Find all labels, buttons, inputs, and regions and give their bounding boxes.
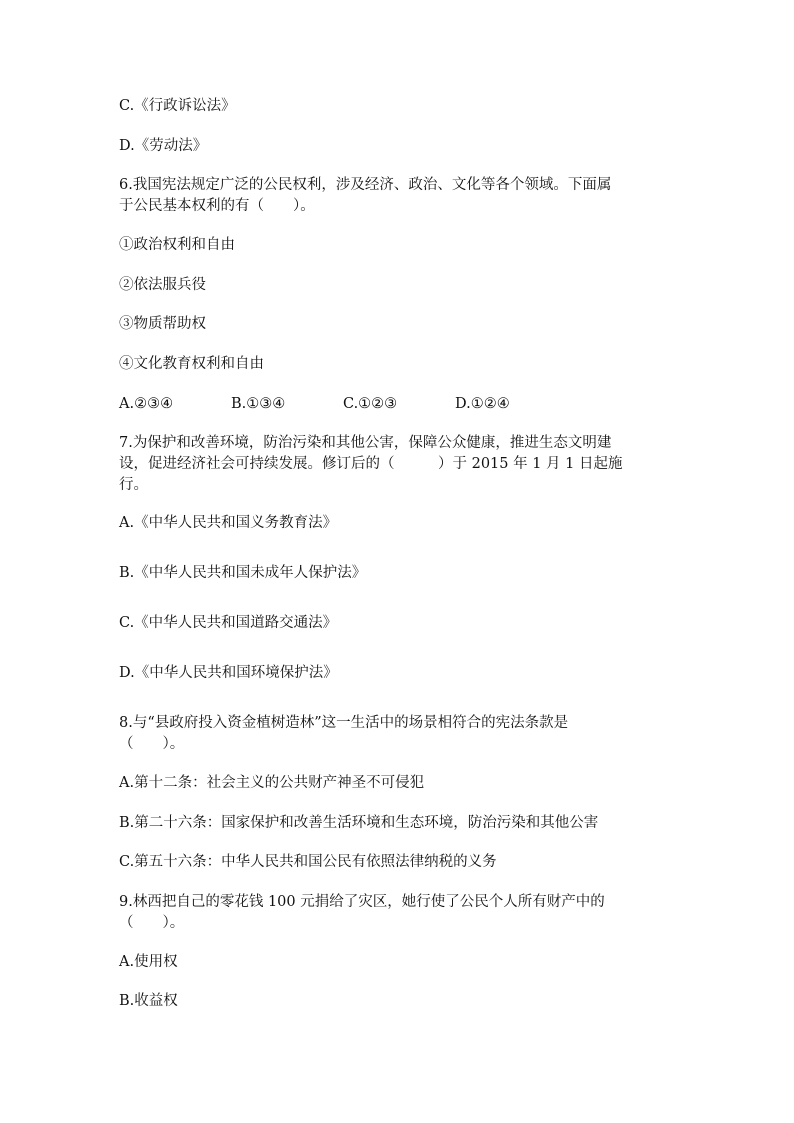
q8-stem-line-1: 8.与“县政府投入资金植树造林”这一生活中的场景相符合的宪法条款是 <box>119 715 569 731</box>
q6-option-a: A.②③④ <box>119 396 174 412</box>
q6-item-3: ③物质帮助权 <box>119 316 206 332</box>
q6-item-4: ④文化教育权利和自由 <box>119 356 264 372</box>
q6-stem-line-2: 于公民基本权利的有（ ）。 <box>119 198 315 214</box>
q6-option-c: C.①②③ <box>343 396 398 412</box>
q9-stem-line-1: 9.林西把自己的零花钱 100 元捐给了灾区，她行使了公民个人所有财产中的 <box>119 894 605 910</box>
q9-option-b: B.收益权 <box>119 993 178 1009</box>
q8-option-a: A.第十二条：社会主义的公共财产神圣不可侵犯 <box>119 775 425 791</box>
q7-stem-line-3: 行。 <box>119 477 148 493</box>
q6-item-1: ①政治权利和自由 <box>119 237 235 253</box>
q6-stem-line-1: 6.我国宪法规定广泛的公民权利，涉及经济、政治、文化等各个领域。下面属 <box>119 177 612 193</box>
q6-option-b: B.①③④ <box>231 396 286 412</box>
q7-option-b: B.《中华人民共和国未成年人保护法》 <box>119 565 367 581</box>
q9-option-a: A.使用权 <box>119 954 178 970</box>
q5-option-c: C.《行政诉讼法》 <box>119 98 236 114</box>
q6-option-d: D.①②④ <box>455 396 510 412</box>
q6-item-2: ②依法服兵役 <box>119 277 206 293</box>
q9-stem-line-2: （ ）。 <box>119 915 185 931</box>
q5-option-d: D.《劳动法》 <box>119 138 208 154</box>
q7-option-a: A.《中华人民共和国义务教育法》 <box>119 515 338 531</box>
q7-option-d: D.《中华人民共和国环境保护法》 <box>119 665 338 681</box>
q7-stem-line-2: 设，促进经济社会可持续发展。修订后的（ ）于 2015 年 1 月 1 日起施 <box>119 456 623 472</box>
q7-stem-line-1: 7.为保护和改善环境，防治污染和其他公害，保障公众健康，推进生态文明建 <box>119 435 612 451</box>
q8-option-c: C.第五十六条：中华人民共和国公民有依照法律纳税的义务 <box>119 854 497 870</box>
q7-option-c: C.《中华人民共和国道路交通法》 <box>119 615 338 631</box>
q8-stem-line-2: （ ）。 <box>119 736 185 752</box>
q8-option-b: B.第二十六条：国家保护和改善生活环境和生态环境，防治污染和其他公害 <box>119 815 599 831</box>
